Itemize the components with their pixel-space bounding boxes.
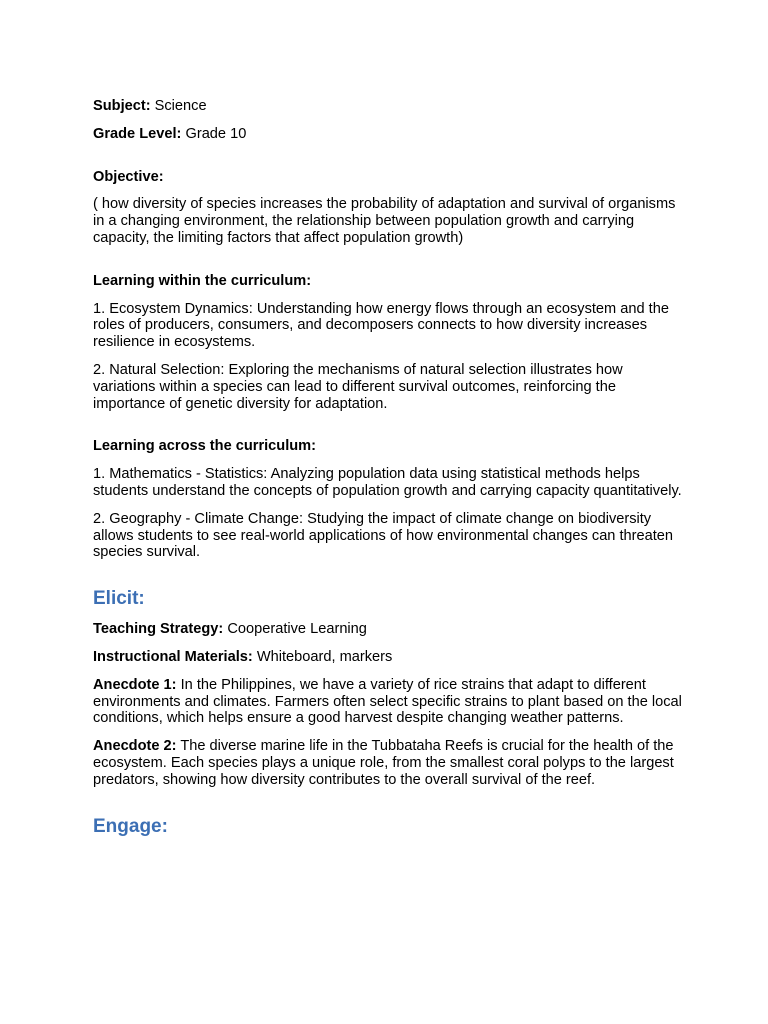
teaching-strategy-label: Teaching Strategy:: [93, 621, 224, 638]
anecdote-2-text: The diverse marine life in the Tubbataha Reefs is crucial for the health of the ecosystem. Each species plays a unique role, from the smallest coral polyps to the largest predators, showing how diversity contributes to the overall survival of the reef.: [93, 738, 674, 788]
subject-label: Subject:: [93, 98, 151, 114]
spacer: [93, 154, 683, 169]
teaching-strategy-value: Cooperative Learning: [227, 621, 367, 638]
within-item-2: 2. Natural Selection: Exploring the mechanisms of natural selection illustrates how variations within a species can lead to different survival outcomes, reinforcing the importance of genetic diversity for adaptation.: [93, 361, 623, 412]
across-curriculum-heading: Learning across the curriculum:: [93, 438, 317, 455]
teaching-strategy-line: [93, 621, 683, 638]
anecdote-2: [93, 738, 683, 788]
spacer: [93, 800, 683, 816]
instructional-materials-label: Instructional Materials:: [93, 648, 253, 665]
anecdote-1-text: In the Philippines, we have a variety of rice strains that adapt to different environments and climates. Farmers often select specific strains to plant based on the local conditions, which helps ensure a good harvest despite changing weather patterns.: [93, 676, 682, 727]
grade-level-line: [93, 126, 683, 143]
instructional-materials-value: Whiteboard, markers: [256, 648, 393, 665]
instructional-materials-line: [93, 649, 683, 666]
subject-line: [93, 98, 683, 115]
within-item-1: 1. Ecosystem Dynamics: Understanding how energy flows through an ecosystem and the roles of producers, consumers, and decomposers connects to how diversity increases resilience in ecosystems.: [93, 300, 669, 351]
spacer: [93, 423, 683, 438]
grade-level-label: Grade Level:: [93, 125, 182, 142]
document-page: [93, 98, 683, 849]
spacer: [93, 258, 683, 273]
within-curriculum-heading: Learning within the curriculum:: [93, 272, 312, 289]
across-item-2: 2. Geography - Climate Change: Studying the impact of climate change on biodiversity allows students to see real-world applications of how environmental changes can threaten species survival.: [93, 510, 674, 561]
anecdote-2-label: Anecdote 2:: [93, 738, 177, 755]
grade-level-value: Grade 10: [185, 125, 247, 142]
subject-value: Science: [154, 98, 207, 114]
objective-text: ( how diversity of species increases the probability of adaptation and survival of organisms in a changing environment, the relationship between population growth and carrying capacity, the limiting factors that affect population growth): [93, 196, 676, 246]
anecdote-1: [93, 677, 683, 727]
elicit-heading: Elicit:: [93, 588, 145, 610]
spacer: [93, 572, 683, 588]
across-item-1: 1. Mathematics - Statistics: Analyzing population data using statistical methods helps students understand the concepts of population growth and carrying capacity quantitatively.: [93, 466, 682, 499]
objective-heading: Objective:: [93, 168, 164, 185]
anecdote-1-label: Anecdote 1:: [93, 676, 177, 693]
engage-heading: Engage:: [93, 815, 168, 837]
